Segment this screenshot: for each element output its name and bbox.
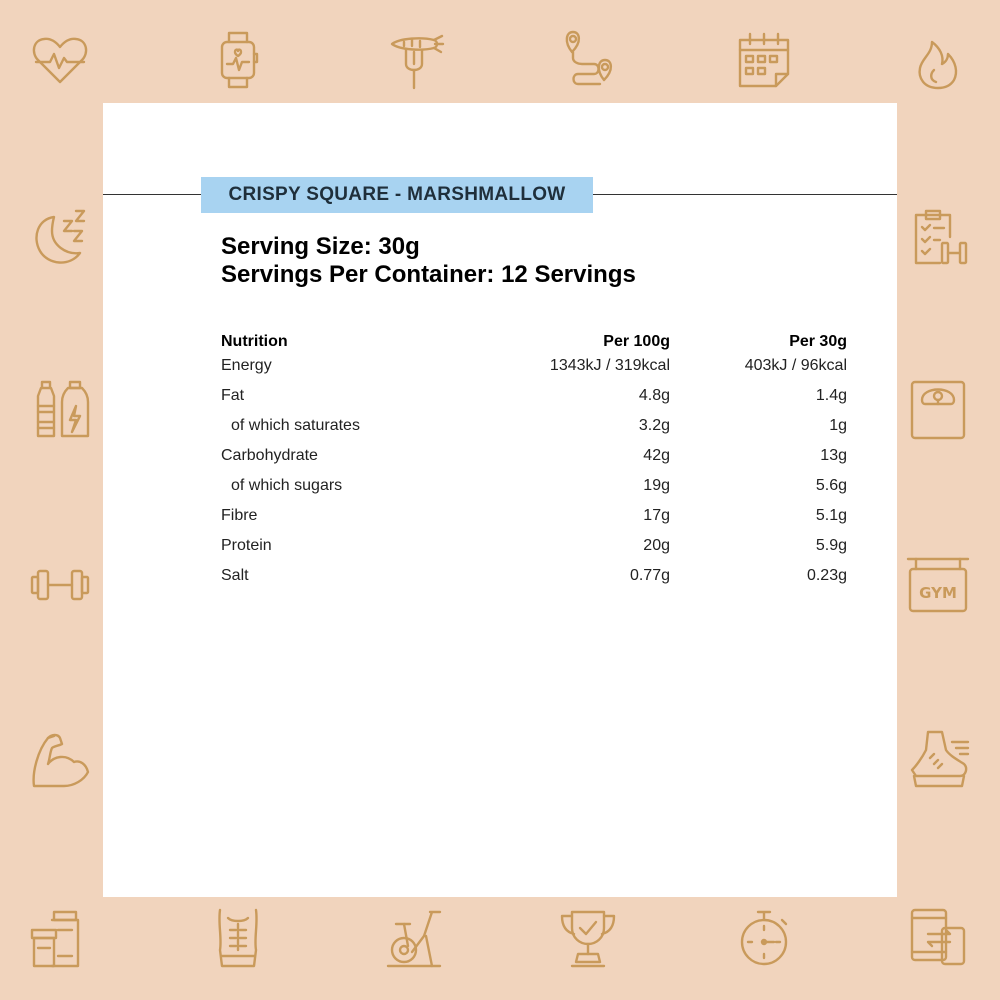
- stopwatch-icon: [732, 906, 796, 970]
- value-per-100g: 3.2g: [638, 417, 670, 434]
- nutrition-card: [103, 103, 897, 897]
- value-per-100g: 42g: [643, 447, 670, 464]
- value-per-100g: 17g: [643, 507, 670, 524]
- workout-plan-icon: [906, 205, 970, 269]
- value-per-30g: 403kJ / 96kcal: [744, 357, 847, 374]
- calendar-icon: [732, 28, 796, 92]
- gym-sign-icon: [906, 553, 970, 617]
- flame-icon: [906, 28, 970, 92]
- nutrient-name: of which saturates: [231, 417, 360, 434]
- serving-size: Serving Size: 30g: [221, 233, 420, 260]
- heart-rate-icon: [28, 28, 92, 92]
- table-row: [221, 357, 847, 381]
- value-per-30g: 13g: [820, 447, 847, 464]
- abs-torso-icon: [206, 906, 270, 970]
- table-header: [221, 333, 847, 357]
- header-nutrition: Nutrition: [221, 333, 288, 350]
- value-per-100g: 20g: [643, 537, 670, 554]
- table-row: [221, 387, 847, 411]
- value-per-100g: 0.77g: [629, 567, 670, 584]
- running-shoe-icon: [906, 728, 970, 792]
- table-row: [221, 567, 847, 591]
- header-per-30g: Per 30g: [789, 333, 847, 350]
- smartwatch-icon: [206, 28, 270, 92]
- table-row: [221, 447, 847, 471]
- value-per-100g: 19g: [643, 477, 670, 494]
- value-per-30g: 1g: [829, 417, 847, 434]
- table-row: [221, 477, 847, 501]
- value-per-30g: 1.4g: [815, 387, 847, 404]
- water-bottles-icon: [28, 378, 92, 442]
- exercise-bike-icon: [382, 906, 446, 970]
- scale-icon: [906, 378, 970, 442]
- value-per-30g: 5.6g: [815, 477, 847, 494]
- product-title: CRISPY SQUARE - MARSHMALLOW: [228, 184, 566, 205]
- fork-carrot-icon: [382, 28, 446, 92]
- serving-info: [221, 233, 636, 289]
- flexed-arm-icon: [28, 728, 92, 792]
- nutrient-name: Energy: [221, 357, 272, 374]
- nutrient-name: Fat: [221, 387, 245, 404]
- sleep-icon: [28, 205, 92, 269]
- value-per-30g: 5.9g: [815, 537, 847, 554]
- svg-text:GYM: GYM: [919, 584, 957, 602]
- header-per-100g: Per 100g: [603, 333, 670, 350]
- nutrient-name: Fibre: [221, 507, 258, 524]
- table-row: [221, 507, 847, 531]
- value-per-30g: 5.1g: [815, 507, 847, 524]
- value-per-100g: 1343kJ / 319kcal: [549, 357, 670, 374]
- value-per-30g: 0.23g: [806, 567, 847, 584]
- table-row: [221, 417, 847, 441]
- nutrient-name: Protein: [221, 537, 272, 554]
- trophy-icon: [556, 906, 620, 970]
- nutrient-name: of which sugars: [231, 477, 343, 494]
- route-icon: [556, 28, 620, 92]
- dumbbell-icon: [28, 553, 92, 617]
- product-title-banner: [201, 177, 593, 213]
- servings-per-container: Servings Per Container: 12 Servings: [221, 261, 636, 288]
- value-per-100g: 4.8g: [638, 387, 670, 404]
- supplements-icon: [28, 906, 92, 970]
- sync-device-icon: [906, 906, 970, 970]
- nutrient-name: Salt: [221, 567, 249, 584]
- table-row: [221, 537, 847, 561]
- nutrient-name: Carbohydrate: [221, 447, 318, 464]
